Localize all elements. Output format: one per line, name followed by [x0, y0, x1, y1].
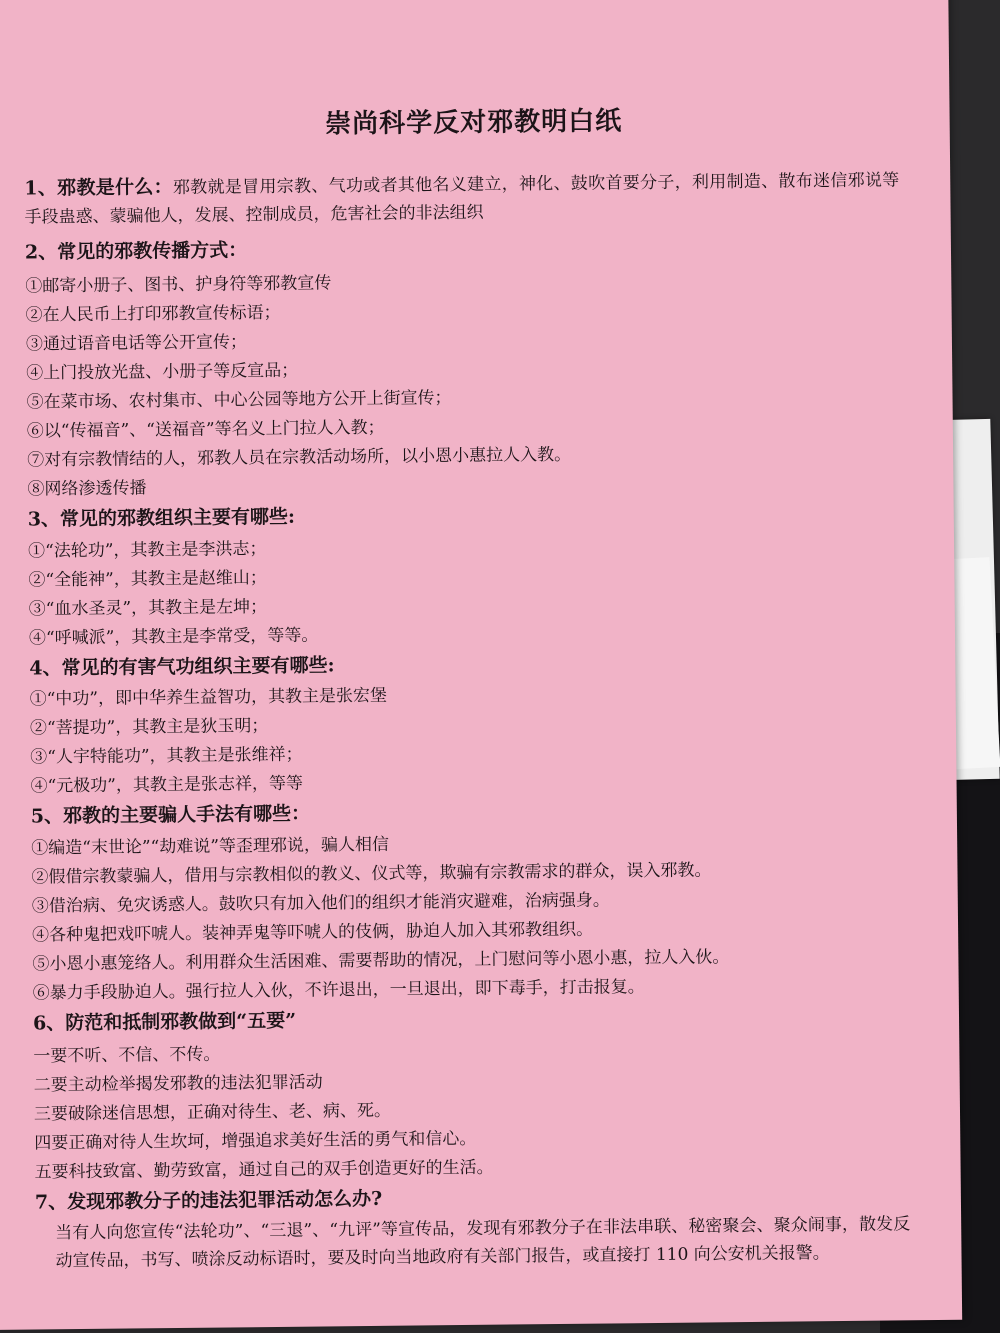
- list-item: ③借治病、免灾诱惑人。鼓吹只有加入他们的组织才能消灾避难，治病强身。: [31, 890, 610, 917]
- list-item: ①邮寄小册子、图书、护身符等邪教宣传: [25, 273, 332, 297]
- list-item: ④“呼喊派”，其教主是李常受，等等。: [28, 625, 319, 649]
- list-item: ⑧网络渗透传播: [27, 478, 147, 500]
- list-item: ④各种鬼把戏吓唬人。装神弄鬼等吓唬人的伎俩，胁迫人加入其邪教组织。: [32, 919, 594, 946]
- list-item: 五要科技致富、勤劳致富，通过自己的双手创造更好的生活。: [34, 1157, 494, 1183]
- list-item: ④“元极功”，其教主是张志祥，等等: [30, 773, 304, 797]
- list-item: ⑤在菜市场、农村集市、中心公园等地方公开上街宣传；: [26, 388, 452, 413]
- list-item: 二要主动检举揭发邪教的违法犯罪活动: [33, 1072, 323, 1096]
- section-1: [24, 165, 900, 231]
- list-item: 三要破除迷信思想，正确对待生、老、病、死。: [33, 1100, 392, 1125]
- list-item: ③“血水圣灵”，其教主是左坤；: [28, 597, 268, 620]
- section-5-heading: 5、邪教的主要骗人手法有哪些：: [30, 802, 311, 828]
- section-2-heading: 2、常见的邪教传播方式：: [24, 239, 248, 264]
- section-7-text: 当有人向您宣传“法轮功”、“三退”、“九评”等宣传品，发现有邪教分子在非法串联、秘密聚会、聚众闹事，散发反动宣传品，书写、喷涂反动标语时，要及时向当地政府有关部门报告，或直接打 110 向公安机关报警。: [55, 1214, 911, 1272]
- list-item: ①编造“末世论”“劫难说”等歪理邪说，骗人相信: [31, 834, 390, 859]
- list-item: ④上门投放光盘、小册子等反宣品；: [26, 360, 299, 384]
- list-item: ⑥以“传福音”、“送福音”等名义上门拉人入教；: [26, 417, 385, 442]
- list-item: 四要正确对待人生坎坷，增强追求美好生活的勇气和信心。: [34, 1128, 477, 1154]
- list-item: ②假借宗教蒙骗人，借用与宗教相似的教义、仪式等，欺骗有宗教需求的群众，误入邪教。: [31, 860, 712, 888]
- section-3-heading: 3、常见的邪教组织主要有哪些:: [27, 505, 296, 531]
- list-item: ③通过语音电话等公开宣传；: [25, 332, 248, 355]
- list-item: ⑦对有宗教情结的人，邪教人员在宗教活动场所，以小恩小惠拉人入教。: [27, 444, 572, 471]
- section-7-heading: 7、发现邪教分子的违法犯罪活动怎么办?: [34, 1187, 383, 1214]
- list-item: ⑤小恩小惠笼络人。利用群众生活困难、需要帮助的情况，上门慰问等小恩小惠，拉人入伙。: [32, 947, 730, 975]
- section-4-heading: 4、常见的有害气功组织主要有哪些:: [29, 654, 335, 680]
- document-title: 崇尚科学反对邪教明白纸: [324, 106, 623, 140]
- list-item: ①“中功”，即中华养生益智功，其教主是张宏堡: [29, 685, 388, 710]
- list-item: ②“全能神”，其教主是赵维山；: [28, 568, 267, 591]
- section-1-heading: 1、邪教是什么：: [24, 175, 174, 200]
- list-item: ②在人民币上打印邪教宣传标语；: [25, 302, 281, 326]
- section-1-text: 邪教就是冒用宗教、气功或者其他名义建立，神化、鼓吹首要分子，利用制造、散布迷信邪说等手段蛊惑、蒙骗他人，发展、控制成员，危害社会的非法组织: [24, 170, 900, 228]
- section-6-heading: 6、防范和抵制邪教做到“五要”: [32, 1009, 297, 1035]
- list-item: 一要不听、不信、不传。: [33, 1044, 221, 1067]
- list-item: ②“菩提功”，其教主是狄玉明；: [29, 716, 269, 739]
- list-item: ⑥暴力手段胁迫人。强行拉人入伙，不许退出，一旦退出，即下毒手，打击报复。: [32, 977, 645, 1004]
- list-item: ①“法轮功”，其教主是李洪志；: [27, 539, 267, 562]
- list-item: ③“人宇特能功”，其教主是张维祥；: [30, 744, 303, 768]
